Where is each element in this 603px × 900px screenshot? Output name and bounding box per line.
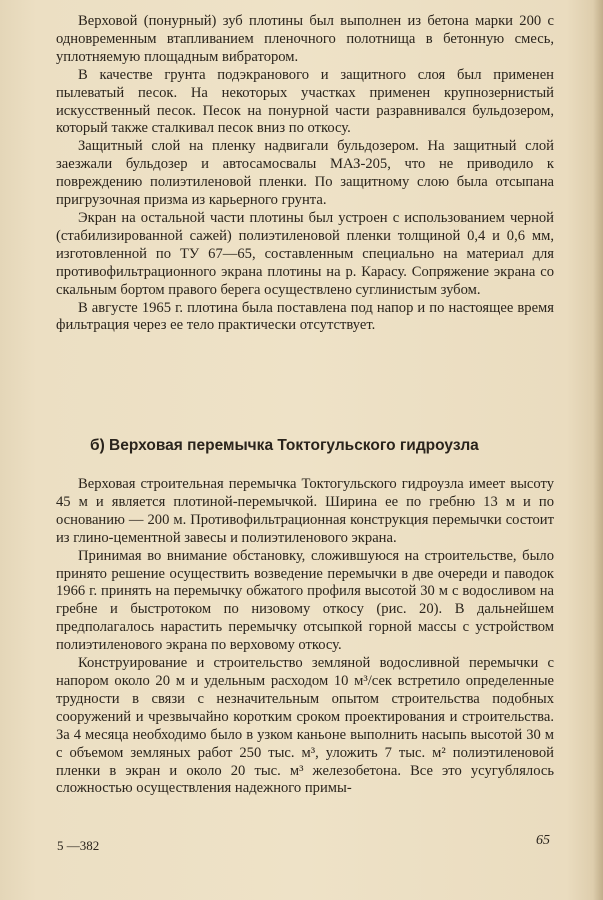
paragraph: Верховой (понурный) зуб плотины был выполнен из бетона марки 200 с одновременным втапливанием пленочного полотнища в бетонную смесь, уплотняемую площадным вибратором. [56,13,554,65]
paragraph: Защитный слой на пленку надвигали бульдозером. На защитный слой заезжали бульдозер и автосамосвалы МАЗ-205, что не приводило к повреждению полиэтиленовой пленки. По защитному слою была отсыпана пригрузочная призма из карьерного грунта. [56,138,554,209]
text-block-top [56,13,554,335]
paragraph: Конструирование и строительство земляной водосливной перемычки с напором около 20 м и удельным расходом 10 м³/сек встретило определенные трудности в связи с незначительным опытом строительства подобных сооружений и чрезвычайно коротким сроком проектирования и строительства. За 4 месяца необходимо было в узком каньоне выполнить насыпь высотой 30 м с объемом земляных работ 250 тыс. м³, уложить 7 тыс. м² полиэтиленовой пленки в экран и около 20 тыс. м³ железобетона. Все это усугублялось сложностью осуществления надежного примы- [56,655,554,797]
paragraph: В качестве грунта подэкранового и защитного слоя был применен пылеватый песок. На некоторых участках применен крупнозернистый искусственный песок. Песок на понурной части разравнивался бульдозером, который также сталкивал песок вниз по откосу. [56,66,554,137]
page-edge-shadow [593,0,603,900]
paragraph: Принимая во внимание обстановку, сложившуюся на строительстве, было принято решение осуществить возведение перемычки в две очереди и паводок 1966 г. принять на перемычку обжатого профиля высотой 30 м с водосливом на гребне и быстротоком по низовому откосу (рис. 20). В дальнейшем предполагалось нарастить перемычку отсыпкой горной массы с устройством полиэтиленового экрана по верховому откосу. [56,547,554,654]
text-block-bottom [56,476,554,798]
paragraph: Верховая строительная перемычка Токтогульского гидроузла имеет высоту 45 м и является плотиной-перемычкой. Ширина ее по гребню 13 м и по основанию — 200 м. Противофильтрационная конструкция перемычки состоит из глино-цементной завесы и полиэтиленового экрана. [56,476,554,546]
section-heading: б) Верховая перемычка Токтогульского гидроузла [90,437,479,454]
paragraph: В августе 1965 г. плотина была поставлена под напор и по настоящее время фильтрация через ее тело практически отсутствует. [56,299,554,334]
paragraph: Экран на остальной части плотины был устроен с использованием черной (стабилизированной сажей) полиэтиленовой пленки толщиной 0,4 и 0,6 мм, изготовленной по ТУ 67—65, составленным специально на материал для противофильтрационного экрана плотины на р. Карасу. Сопряжение экрана со скальным бортом правого берега осуществлено суглинистым зубом. [56,209,554,298]
page-number: 65 [536,833,550,848]
footer-signature: 5 —382 [57,838,100,853]
